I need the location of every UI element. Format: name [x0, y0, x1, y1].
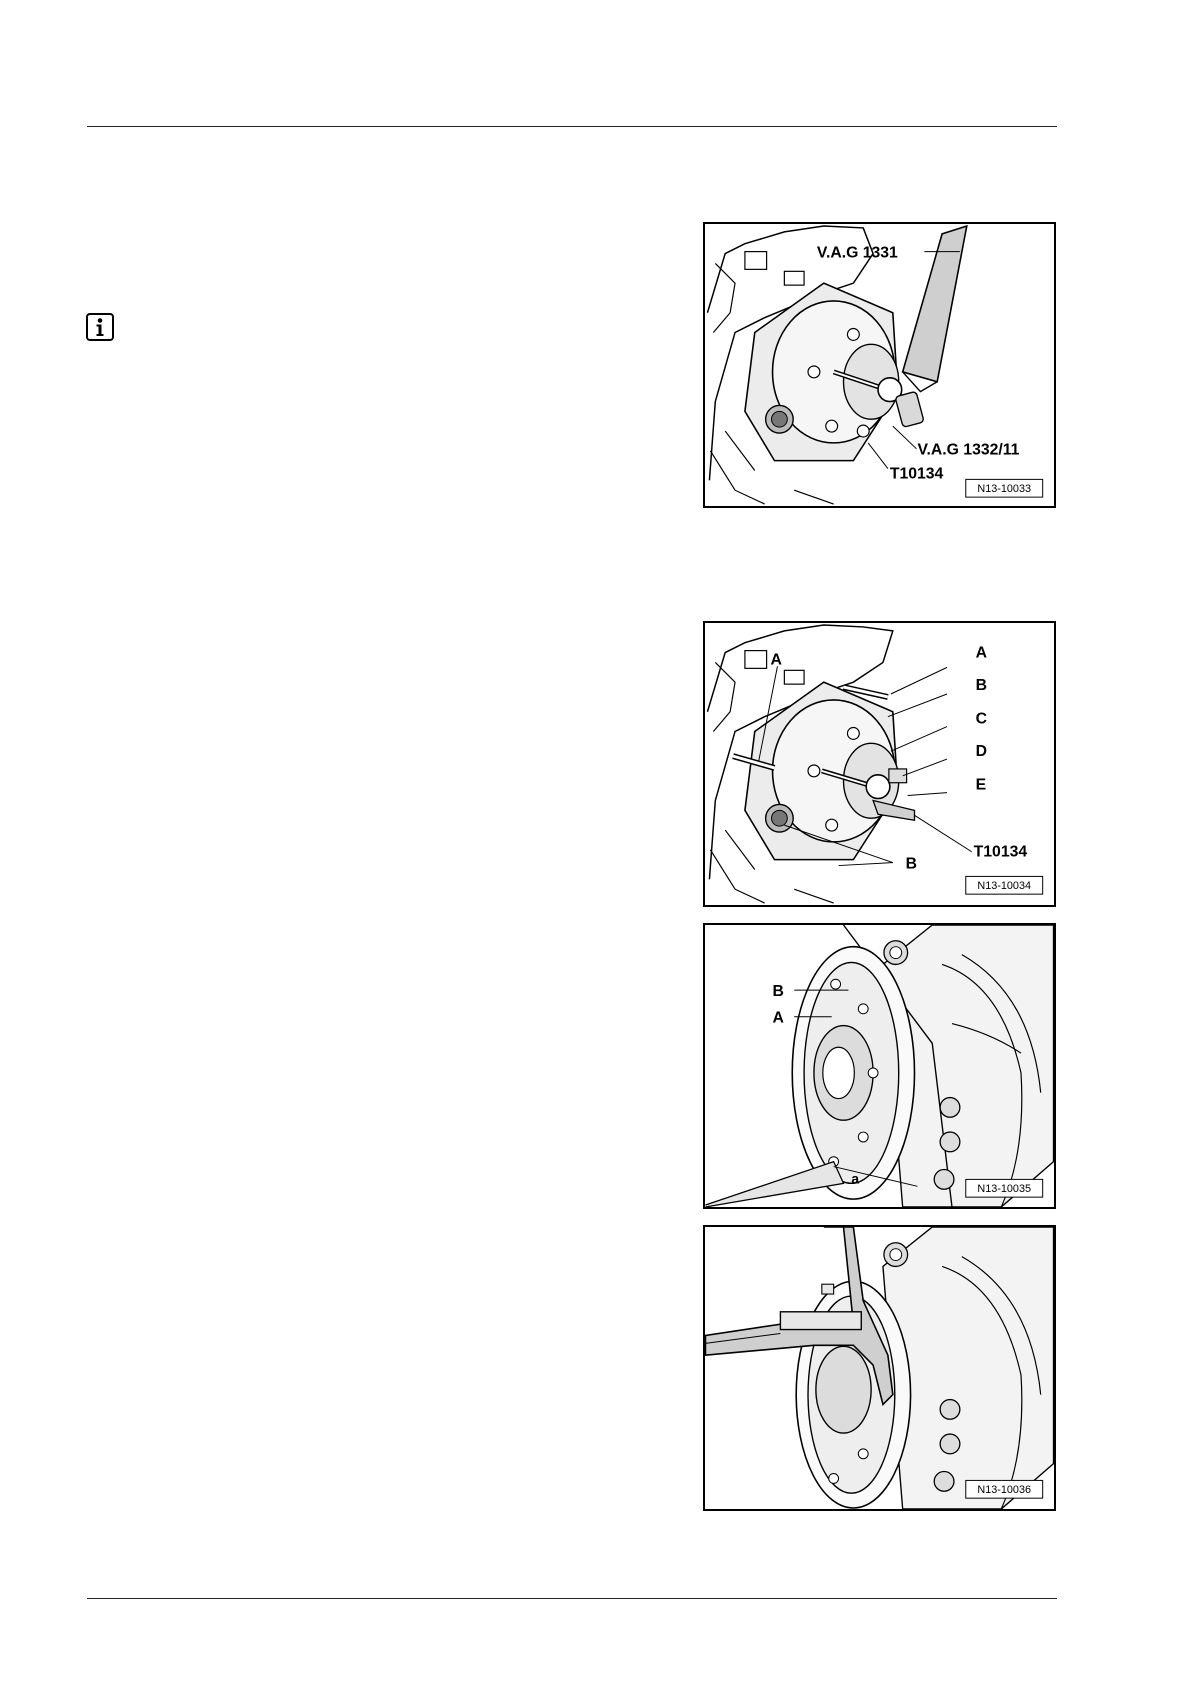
figure-1-illustration: [705, 224, 1054, 506]
figure-depth-measurement: [703, 923, 1056, 1209]
figure-caliper-measurement: [703, 1225, 1056, 1511]
figure-label: T10134: [889, 465, 944, 483]
figure-label: E: [975, 776, 987, 794]
figure-label: B: [975, 677, 988, 695]
figure-label: V.A.G 1331: [816, 244, 898, 262]
figure-label: C: [975, 710, 988, 728]
figure-code: N13-10033: [977, 483, 1032, 496]
figure-3-illustration: [705, 925, 1054, 1207]
figure-2-illustration: [705, 623, 1054, 905]
figure-label: V.A.G 1332/11: [917, 441, 1020, 459]
figure-tool-installation: [703, 222, 1056, 508]
info-icon: [86, 313, 114, 341]
figure-label: A: [770, 651, 782, 669]
figure-label: B: [772, 982, 784, 1000]
figure-label: A: [772, 1009, 784, 1027]
figure-4-illustration: [705, 1227, 1054, 1509]
figure-label: B: [905, 855, 918, 873]
figure-code: N13-10034: [977, 880, 1032, 893]
figure-label: D: [975, 743, 988, 761]
figure-code: N13-10036: [977, 1484, 1032, 1497]
header-rule: [87, 126, 1057, 127]
footer-rule: [87, 1598, 1057, 1599]
figure-label: A: [975, 644, 988, 662]
figure-tool-components: [703, 621, 1056, 907]
figure-label: a: [851, 1171, 860, 1187]
figure-label: T10134: [973, 843, 1028, 861]
figure-code: N13-10035: [977, 1183, 1032, 1196]
